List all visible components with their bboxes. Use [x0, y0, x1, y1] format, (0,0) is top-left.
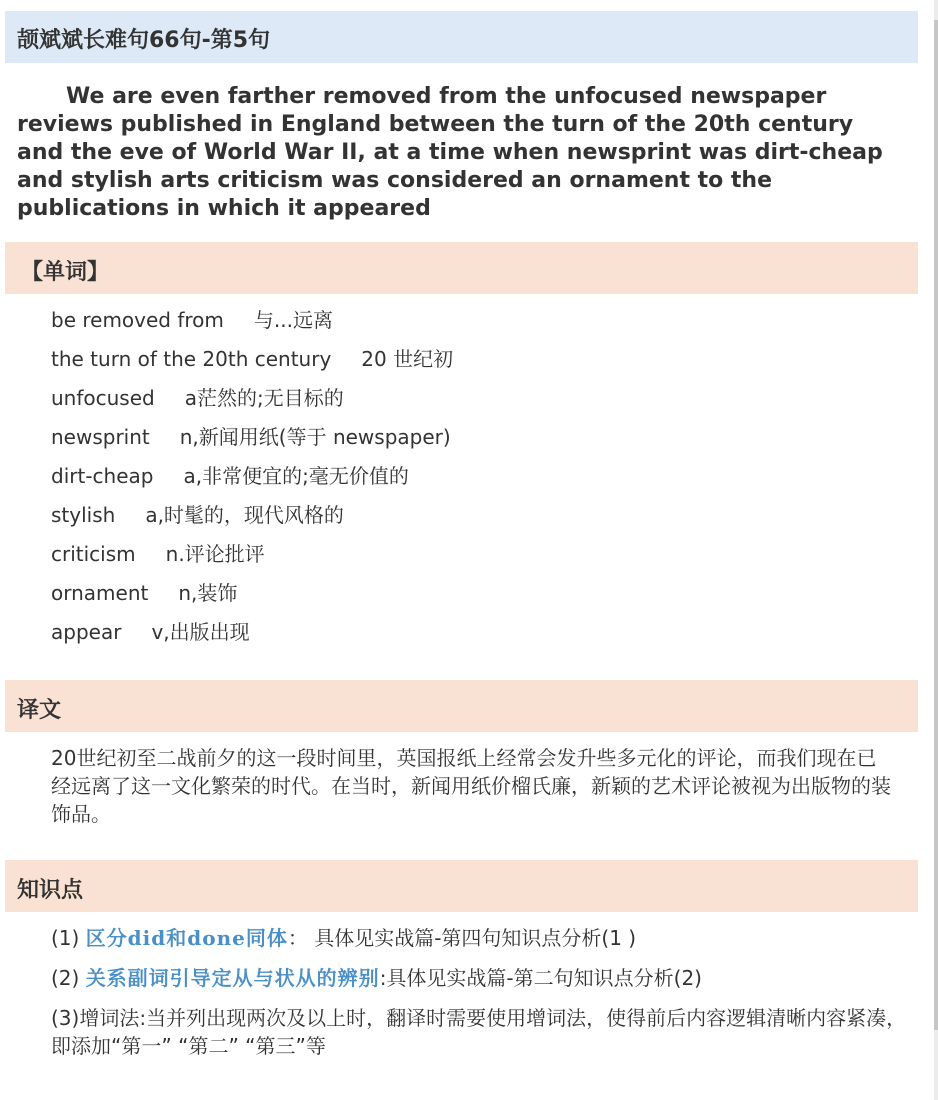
vocab-header: 【单词】 [5, 242, 918, 294]
vocab-term: dirt-cheap [51, 464, 154, 488]
vocab-meaning: 20 世纪初 [361, 347, 454, 371]
knowledge-item-text: (3)增词法:当并列出现两次及以上时，翻译时需要使用增词法，使得前后内容逻辑清晰内容紧凑，即添加“第一” “第二” “第三”等 [51, 1006, 907, 1058]
knowledge-item-text: ： 具体见实战篇-第四句知识点分析(1 ) [287, 926, 637, 950]
knowledge-item [51, 924, 908, 952]
translation-text: 20世纪初至二战前夕的这一段时间里，英国报纸上经常会发升些多元化的评论，而我们现在已经远离了这一文化繁荣的时代。在当时，新闻用纸价榴氏廉，新颖的艺术评论被视为出版物的装饰品。 [51, 746, 891, 826]
vocab-term: criticism [51, 542, 136, 566]
vocab-item [51, 305, 918, 344]
vocab-item [51, 539, 918, 578]
knowledge-item [51, 964, 908, 992]
vocab-meaning: n.评论批评 [165, 542, 265, 566]
vocab-item [51, 344, 918, 383]
vocab-term: unfocused [51, 386, 155, 410]
knowledge-item-number: (2) [51, 966, 86, 990]
vocab-meaning: a,时髦的，现代风格的 [145, 503, 344, 527]
knowledge-list [5, 924, 918, 1060]
knowledge-item-number: (1) [51, 926, 86, 950]
vocab-term: stylish [51, 503, 116, 527]
translation-header: 译文 [5, 680, 918, 732]
vocab-item [51, 578, 918, 617]
vocab-term: appear [51, 620, 122, 644]
knowledge-item-text: :具体见实战篇-第二句知识点分析(2) [379, 966, 702, 990]
knowledge-header: 知识点 [5, 860, 918, 912]
page-title: 颉斌斌长难句66句-第5句 [5, 11, 918, 63]
article [5, 11, 918, 1072]
vocab-term: be removed from [51, 308, 224, 332]
vocab-meaning: a,非常便宜的;毫无价值的 [183, 464, 409, 488]
sentence-text: We are even farther removed from the unfocused newspaper reviews published in England between the turn of the 20th century and the eve of World War II, at a time when newsprint was dirt-cheap and stylish arts criticism was considered an ornament to the publications in which it appeared [17, 84, 883, 221]
knowledge-link[interactable]: 关系副词引导定从与状从的辨别 [85, 966, 380, 990]
vocab-meaning: n,装饰 [178, 581, 238, 605]
scrollbar-thumb[interactable] [934, 20, 938, 1030]
vocab-item [51, 617, 918, 656]
vocab-meaning: a茫然的;无目标的 [184, 386, 344, 410]
vocab-item [51, 422, 918, 461]
vocab-meaning: 与...远离 [253, 308, 333, 332]
vocab-list [5, 305, 918, 656]
scrollbar-track[interactable] [934, 0, 938, 1100]
vocab-term: newsprint [51, 425, 150, 449]
vocab-meaning: v,出版出现 [151, 620, 250, 644]
vocab-item [51, 383, 918, 422]
vocab-item [51, 500, 918, 539]
vocab-term: ornament [51, 581, 149, 605]
knowledge-link[interactable]: 区分did和done同体 [85, 926, 288, 950]
vocab-item [51, 461, 918, 500]
knowledge-item [51, 1004, 908, 1060]
vocab-term: the turn of the 20th century [51, 347, 332, 371]
vocab-meaning: n,新闻用纸(等于 newspaper) [179, 425, 451, 449]
